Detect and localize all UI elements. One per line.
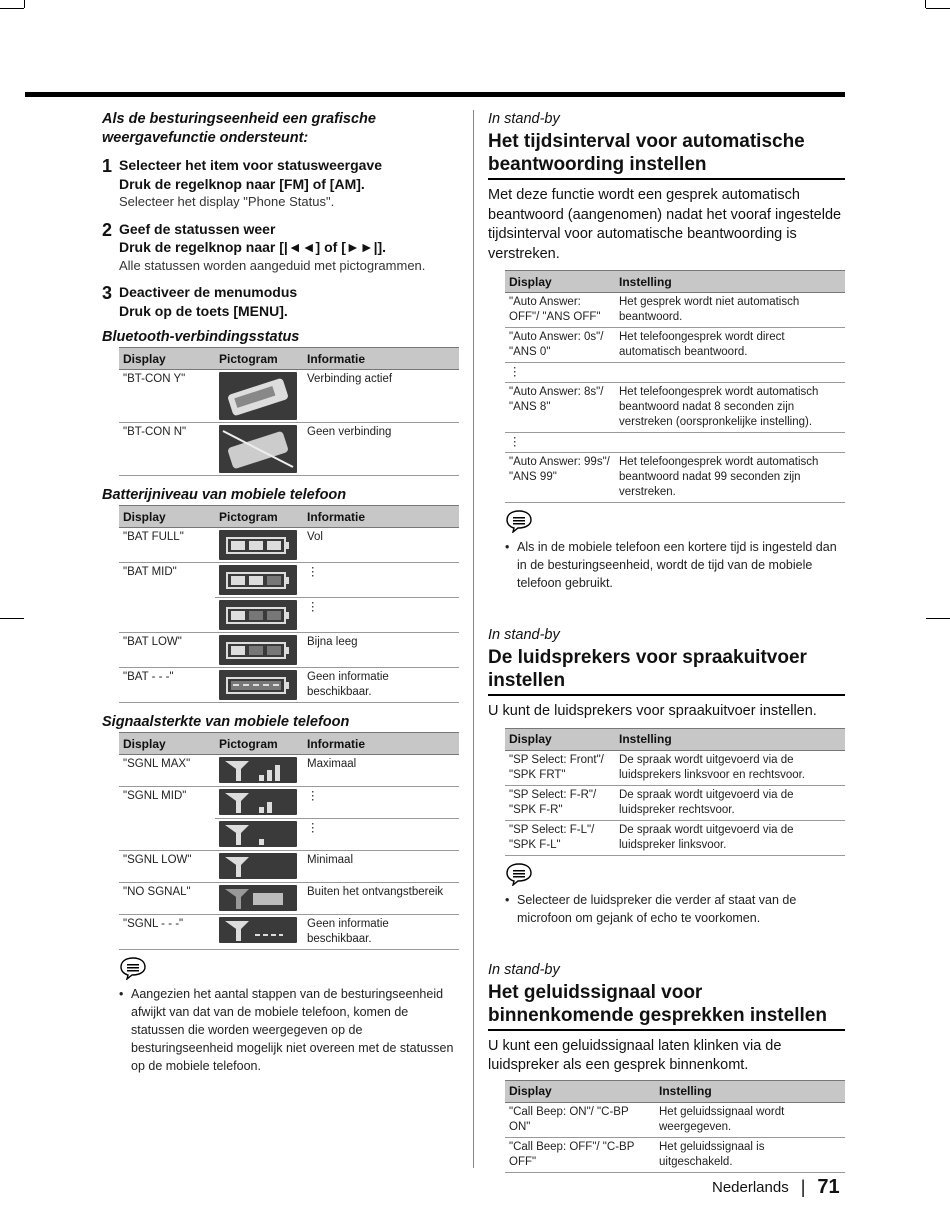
sig-table [119, 732, 459, 950]
table-row [505, 453, 845, 503]
cell-info: Verbinding actief [303, 370, 459, 423]
battery-mid-icon [215, 598, 303, 633]
step-action: Druk de regelknop naar [|◄◄] of [►►|]. [119, 239, 387, 255]
note-block: • Als in de mobiele telefoon een kortere tijd is ingesteld dan in de besturingseenheid, wordt de tijd van de mobiele telefoon gebruikt. [505, 503, 845, 592]
section-label: In stand-by [488, 961, 560, 978]
cell-info: Buiten het ontvangstbereik [303, 883, 459, 915]
table-row [505, 820, 845, 855]
cell-setting: Het telefoongesprek wordt automatisch beantwoord nadat 8 seconden zijn verstreken (oorspronkelijke instelling). [615, 383, 845, 433]
signal-low-icon [215, 851, 303, 883]
left-column [102, 110, 459, 1075]
section-label: In stand-by [488, 111, 560, 127]
battery-unknown-icon [215, 668, 303, 703]
col-header: Display [505, 1080, 655, 1102]
top-rule [25, 92, 845, 97]
signal-mid-icon [215, 787, 303, 819]
cell-setting [615, 433, 845, 453]
step-3 [102, 283, 459, 320]
step-number: 3 [102, 283, 113, 303]
cell-setting: De spraak wordt uitgevoerd via de luidsprekers linksvoor en rechtsvoor. [615, 750, 845, 785]
cell-setting [615, 363, 845, 383]
battery-low-icon [215, 633, 303, 668]
table-row [505, 1137, 845, 1172]
phone-connected-icon [215, 370, 303, 423]
section-paragraph: U kunt een geluidssignaal laten klinken via de luidspreker als een gesprek binnenkomt. [488, 1037, 782, 1073]
footer-separator: | [800, 1177, 806, 1197]
signal-max-icon [215, 755, 303, 787]
cell-display: "BT-CON N" [119, 423, 215, 476]
col-header: Informatie [303, 506, 459, 528]
cell-display [119, 819, 215, 851]
step-action: Druk de regelknop naar [FM] of [AM]. [119, 175, 365, 192]
cell-display [119, 598, 215, 633]
cell-display: "BT-CON Y" [119, 370, 215, 423]
page-footer [712, 1176, 840, 1199]
section-title-call-beep: Het geluidssignaal voor binnenkomende gesprekken instellen [488, 981, 845, 1031]
cell-info: ⋮ [303, 819, 459, 851]
table-row [505, 383, 845, 433]
table-row [119, 563, 459, 598]
cell-display: "SP Select: F-L"/ "SPK F-L" [505, 820, 615, 855]
cell-display: "SGNL MID" [123, 790, 187, 802]
col-header: Display [119, 733, 215, 755]
col-header: Display [505, 271, 615, 293]
cell-info: Geen informatie beschikbaar. [303, 668, 459, 703]
note-icon [119, 956, 147, 980]
cell-setting: Het geluidssignaal wordt weergegeven. [655, 1102, 845, 1137]
column-divider [473, 110, 474, 1168]
step-note: Alle statussen worden aangeduid met pictogrammen. [119, 257, 426, 273]
note-text: Aangezien het aantal stappen van de besturingseenheid afwijkt van dat van de mobiele telefoon, komen de statussen die worden weergegeven op de besturingseenheid mogelijk niet overeen met de statussen op de mobiele telefoon. [131, 987, 454, 1073]
step-1 [102, 156, 459, 212]
battery-mid-icon [215, 563, 303, 598]
note-block: • Aangezien het aantal stappen van de besturingseenheid afwijkt van dat van de mobiele telefoon, komen de statussen die worden weergegeven op de besturingseenheid mogelijk niet overeen met de statussen op de mobiele telefoon. [119, 950, 459, 1075]
no-signal-icon [215, 883, 303, 915]
table-row [119, 851, 459, 883]
col-header: Instelling [615, 271, 845, 293]
cell-setting: Het gesprek wordt niet automatisch beantwoord. [615, 293, 845, 328]
signal-mid-icon [215, 819, 303, 851]
right-column [488, 110, 845, 1173]
speaker-table [505, 728, 845, 856]
step-number: 2 [102, 219, 113, 240]
bat-section-title: Batterijniveau van mobiele telefoon [102, 487, 347, 503]
footer-language: Nederlands [712, 1179, 789, 1196]
note-block: • Selecteer de luidspreker die verder af staat van de microfoon om gejank of echo te voorkomen. [505, 856, 845, 927]
bt-section-title: Bluetooth-verbindingsstatus [102, 329, 300, 345]
table-row [505, 293, 845, 328]
cell-display: ⋮ [505, 363, 615, 383]
cell-info: Vol [303, 528, 459, 563]
page-number: 71 [817, 1176, 840, 1198]
cell-display: "SP Select: F-R"/ "SPK F-R" [505, 785, 615, 820]
cell-info: Geen informatie beschikbaar. [303, 915, 459, 950]
table-row [505, 785, 845, 820]
cell-display: "Auto Answer: OFF"/ "ANS OFF" [505, 293, 615, 328]
cell-setting: De spraak wordt uitgevoerd via de luidspreker linksvoor. [615, 820, 845, 855]
table-row [119, 633, 459, 668]
step-title: Deactiveer de menumodus [119, 284, 298, 300]
col-header: Pictogram [215, 733, 303, 755]
cell-info: Geen verbinding [303, 423, 459, 476]
note-text: Als in de mobiele telefoon een kortere tijd is ingesteld dan in de besturingseenheid, wordt de tijd van de mobiele telefoon gebruikt. [517, 540, 837, 590]
step-2 [102, 220, 459, 276]
table-row [119, 370, 459, 423]
bt-table [119, 347, 459, 476]
cell-setting: Het telefoongesprek wordt direct automatisch beantwoord. [615, 328, 845, 363]
col-header: Instelling [655, 1080, 845, 1102]
cell-display: "Auto Answer: 0s"/ "ANS 0" [505, 328, 615, 363]
col-header: Instelling [615, 728, 845, 750]
cell-info: Minimaal [303, 851, 459, 883]
cell-info: Bijna leeg [303, 633, 459, 668]
cell-display: "SGNL - - -" [119, 915, 215, 950]
cell-display: "BAT - - -" [119, 668, 215, 703]
cell-display: "SP Select: Front"/ "SPK FRT" [505, 750, 615, 785]
table-row [119, 915, 459, 950]
table-row [119, 528, 459, 563]
sig-section-title: Signaalsterkte van mobiele telefoon [102, 714, 350, 730]
section-paragraph: Met deze functie wordt een gesprek automatisch beantwoord (aangenomen) nadat het vooraf ingestelde tijdsinterval voor automatische beantwoording is verstreken. [488, 187, 842, 262]
call-beep-table [505, 1080, 845, 1173]
cell-setting: Het geluidssignaal is uitgeschakeld. [655, 1137, 845, 1172]
cell-info: ⋮ [303, 598, 459, 633]
step-number: 1 [102, 156, 113, 176]
cell-info: ⋮ [303, 563, 459, 598]
intro-heading: Als de besturingseenheid een grafische weergavefunctie ondersteunt: [102, 111, 376, 146]
col-header: Informatie [303, 733, 459, 755]
col-header: Display [119, 506, 215, 528]
cell-display: "SGNL MAX" [119, 755, 215, 787]
col-header: Display [119, 348, 215, 370]
cell-setting: Het telefoongesprek wordt automatisch beantwoord nadat 99 seconden zijn verstreken. [615, 453, 845, 503]
section-label: In stand-by [488, 627, 560, 643]
table-row [119, 787, 459, 819]
table-row [505, 1102, 845, 1137]
cell-info: ⋮ [303, 787, 459, 819]
step-note: Selecteer het display "Phone Status". [119, 194, 335, 209]
table-row [505, 328, 845, 363]
cell-display: "Auto Answer: 8s"/ "ANS 8" [505, 383, 615, 433]
step-action: Druk op de toets [MENU]. [119, 302, 288, 319]
table-row [119, 598, 459, 633]
cell-display: "SGNL LOW" [119, 851, 215, 883]
bat-table [119, 505, 459, 703]
cell-display: "BAT MID" [123, 566, 177, 578]
section-title-speakers: De luidsprekers voor spraakuitvoer instellen [488, 646, 845, 696]
cell-display: "Auto Answer: 99s"/ "ANS 99" [505, 453, 615, 503]
table-row [119, 423, 459, 476]
cell-display: "BAT FULL" [119, 528, 215, 563]
note-icon [505, 862, 533, 886]
cell-setting: De spraak wordt uitgevoerd via de luidspreker rechtsvoor. [615, 785, 845, 820]
cell-display: "Call Beep: ON"/ "C-BP ON" [505, 1102, 655, 1137]
section-paragraph: U kunt de luidsprekers voor spraakuitvoer instellen. [488, 703, 817, 719]
col-header: Pictogram [215, 506, 303, 528]
col-header: Display [505, 728, 615, 750]
step-title: Geef de statussen weer [119, 220, 276, 237]
table-row [119, 883, 459, 915]
table-row [505, 750, 845, 785]
table-row [505, 433, 845, 453]
cell-display: "NO SGNAL" [119, 883, 215, 915]
cell-display: "Call Beep: OFF"/ "C-BP OFF" [505, 1137, 655, 1172]
table-row [119, 819, 459, 851]
col-header: Informatie [303, 348, 459, 370]
col-header: Pictogram [215, 348, 303, 370]
step-title: Selecteer het item voor statusweergave [119, 157, 383, 173]
cell-display: "BAT LOW" [119, 633, 215, 668]
battery-full-icon [215, 528, 303, 563]
note-icon [505, 509, 533, 533]
note-text: Selecteer de luidspreker die verder af staat van de microfoon om gejank of echo te voorkomen. [517, 892, 797, 925]
cell-info: Maximaal [303, 755, 459, 787]
phone-disconnected-icon [215, 423, 303, 476]
auto-answer-table [505, 270, 845, 503]
signal-unknown-icon [215, 915, 303, 950]
table-row [505, 363, 845, 383]
section-title-auto-answer: Het tijdsinterval voor automatische beantwoording instellen [488, 130, 845, 180]
table-row [119, 755, 459, 787]
cell-display: ⋮ [505, 433, 615, 453]
table-row [119, 668, 459, 703]
